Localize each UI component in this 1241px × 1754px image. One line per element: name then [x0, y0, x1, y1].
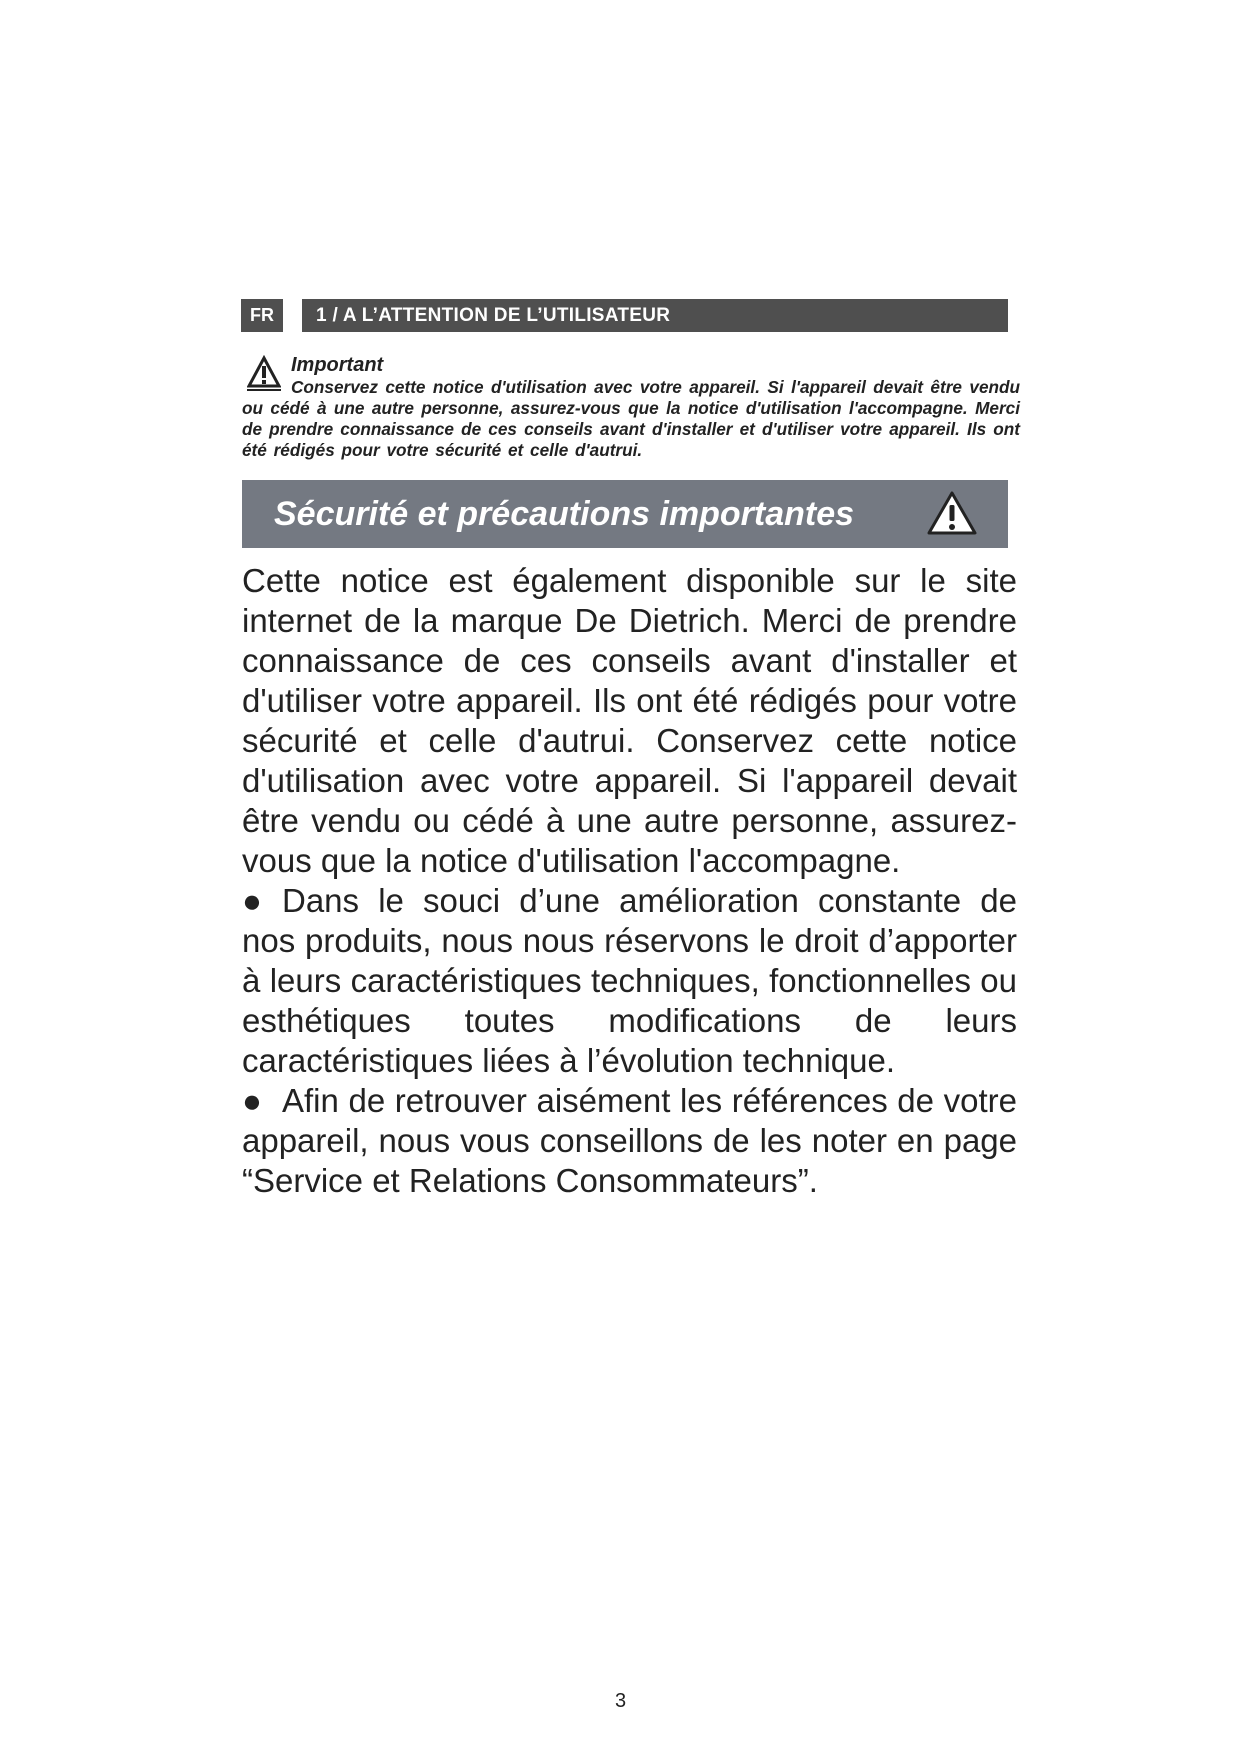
safety-title: Sécurité et précautions importantes	[274, 495, 855, 533]
bullet-icon: ●	[242, 882, 262, 919]
bullet-text: Dans le souci d’une amélioration constante de nos produits, nous nous réservons le droit d’apporter à leurs caractéristiques techniques, fonctionnelles ou esthétiques toutes modifications de leurs caractéristiques liées à l’évolution technique.	[242, 882, 1017, 1079]
important-title: Important	[291, 354, 384, 376]
body-text	[242, 561, 1017, 1201]
bullet-icon: ●	[242, 1082, 262, 1119]
important-notice	[242, 353, 1020, 461]
list-item	[242, 1081, 1017, 1201]
intro-paragraph: Cette notice est également disponible sur le site internet de la marque De Dietrich. Merci de prendre connaissance de ces conseils avant d'installer et d'utiliser votre appareil. Ils ont été rédigés pour votre sécurité et celle d'autrui. Conservez cette notice d'utilisation avec votre appareil. Si l'appareil devait être vendu ou cédé à une autre personne, assurez-vous que la notice d'utilisation l'accompagne.	[242, 562, 1017, 879]
list-item	[242, 881, 1017, 1081]
language-badge: FR	[241, 299, 283, 332]
warning-triangle-icon	[926, 490, 978, 536]
important-text: Conservez cette notice d'utilisation avec votre appareil. Si l'appareil devait être vendu ou cédé à une autre personne, assurez-vous que la notice d'utilisation l'accompagne. Merci de prendre connaissance de ces conseils avant d'installer et d'utiliser votre appareil. Ils ont été rédigés pour votre sécurité et celle d'autrui.	[242, 377, 1020, 460]
page-number: 3	[614, 1690, 627, 1712]
safety-banner	[242, 480, 1008, 548]
section-header: 1 / A L’ATTENTION DE L’UTILISATEUR	[302, 299, 1008, 332]
bullet-text: Afin de retrouver aisément les références de votre appareil, nous vous conseillons de les noter en page “Service et Relations Consommateurs”.	[242, 1082, 1017, 1199]
